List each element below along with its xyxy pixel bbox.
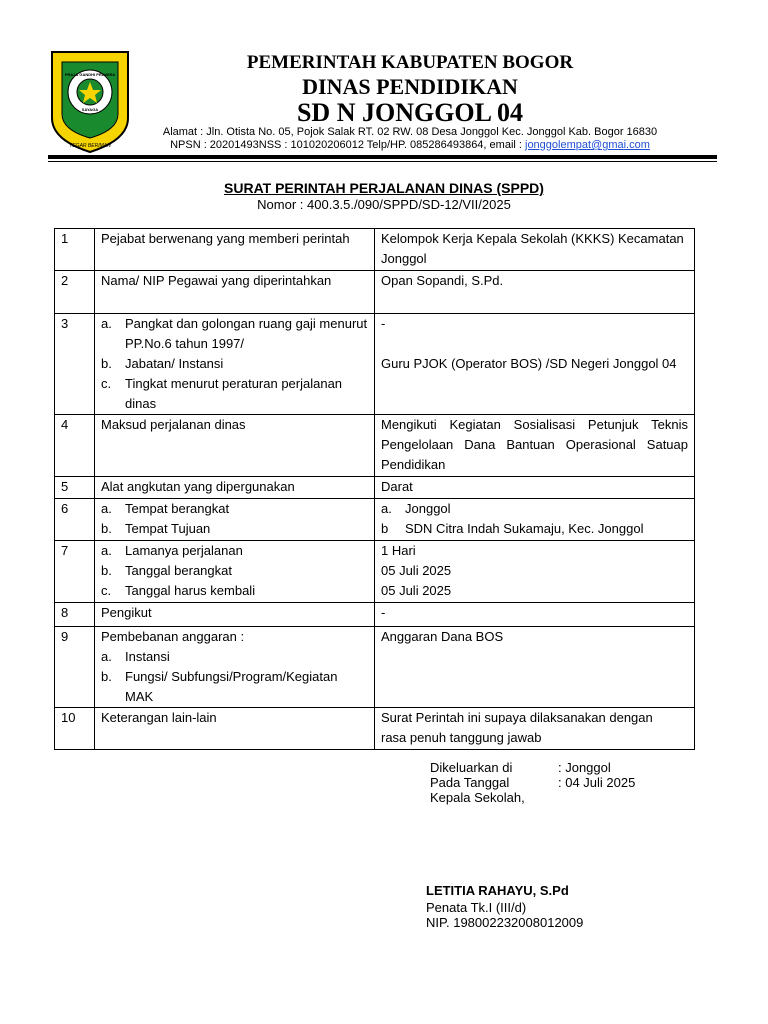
header-department: DINAS PENDIDIKAN: [302, 74, 518, 99]
table-row: [55, 627, 695, 708]
row-value: [375, 499, 695, 541]
list-item: a. Jonggol: [381, 501, 451, 516]
row-value: Opan Sopandi, S.Pd.: [375, 271, 695, 314]
list-item: b. Tanggal berangkat: [101, 563, 232, 578]
table-row: [55, 477, 695, 499]
header-rule-thick: [48, 155, 717, 159]
document-title: SURAT PERINTAH PERJALANAN DINAS (SPPD): [224, 180, 544, 196]
list-item: a. Instansi: [101, 649, 170, 664]
row-label: Pejabat berwenang yang memberi perintah: [95, 229, 375, 271]
row-value: Anggaran Dana BOS: [375, 627, 695, 708]
logo-text-top: PRAJA GANDHI PRAWIRA: [64, 72, 116, 77]
row-number: 10: [55, 708, 95, 750]
list-item: b. Jabatan/ Instansi: [101, 356, 224, 371]
date-value: : 04 Juli 2025: [558, 775, 636, 790]
row-number: 4: [55, 415, 95, 477]
kabupaten-bogor-logo: [48, 48, 132, 154]
signer-role: Kepala Sekolah,: [430, 790, 525, 805]
logo-text-mid: SAYAGA: [81, 107, 99, 112]
list-item: b. Tempat Tujuan: [101, 521, 211, 536]
document-number: Nomor : 400.3.5./090/SPPD/SD-12/VII/2025: [257, 197, 511, 212]
signature-block: [430, 760, 635, 805]
row-label: Keterangan lain-lain: [95, 708, 375, 750]
row-number: 8: [55, 603, 95, 627]
header-rule-thin: [48, 161, 717, 162]
signer-nip: NIP. 198002232008012009: [426, 915, 584, 930]
issued-value: : Jonggol: [558, 760, 611, 775]
header-government: PEMERINTAH KABUPATEN BOGOR: [246, 52, 574, 73]
row-label: Alat angkutan yang dipergunakan: [95, 477, 375, 499]
row-label: [95, 541, 375, 603]
list-item: c. Tanggal harus kembali: [101, 583, 256, 598]
row-value: Mengikuti Kegiatan Sosialisasi Petunjuk Teknis Pengelolaan Dana Bantuan Operasional Satuap Pendidikan: [375, 415, 695, 477]
list-item: a. Pangkat dan golongan ruang gaji menurut PP.No.6 tahun 1997/: [101, 316, 368, 351]
row-value: Surat Perintah ini supaya dilaksanakan dengan rasa penuh tanggung jawab: [375, 708, 695, 750]
list-item: c. Tingkat menurut peraturan perjalanan dinas: [101, 376, 343, 411]
table-row: [55, 314, 695, 415]
row-value: 1 Hari 05 Juli 2025 05 Juli 2025: [375, 541, 695, 603]
table-row: [55, 499, 695, 541]
row-label: Pembebanan anggaran : a. Instansi b. Fungsi/ Subfungsi/Program/Kegiatan MAK: [95, 627, 375, 708]
logo-text-bottom: TEGAR BERIMAN: [69, 143, 111, 149]
table-row: [55, 229, 695, 271]
sppd-table: [54, 228, 695, 750]
row-value: Kelompok Kerja Kepala Sekolah (KKKS) Kecamatan Jonggol: [375, 229, 695, 271]
signer-name: LETITIA RAHAYU, S.Pd: [426, 883, 569, 898]
row-label: [95, 499, 375, 541]
date-label: Pada Tanggal: [430, 775, 510, 790]
row-number: 6: [55, 499, 95, 541]
row-label: Maksud perjalanan dinas: [95, 415, 375, 477]
table-row: [55, 415, 695, 477]
row-value: Darat: [375, 477, 695, 499]
issued-label: Dikeluarkan di: [430, 760, 513, 775]
list-item: b SDN Citra Indah Sukamaju, Kec. Jonggol: [381, 521, 644, 536]
list-item: b. Fungsi/ Subfungsi/Program/Kegiatan MAK: [101, 669, 338, 704]
list-item: a. Tempat berangkat: [101, 501, 230, 516]
list-item: a. Lamanya perjalanan: [101, 543, 243, 558]
table-row: [55, 541, 695, 603]
row-value: -: [375, 603, 695, 627]
header-contact: [140, 139, 680, 152]
row-number: 5: [55, 477, 95, 499]
row-number: 9: [55, 627, 95, 708]
row-number: 2: [55, 271, 95, 314]
header-npsn: NPSN : 20201493NSS : 101020206012 Telp/HP. 085286493864, email :: [170, 139, 525, 151]
row-number: 1: [55, 229, 95, 271]
header-school-name: SD N JONGGOL 04: [296, 98, 524, 127]
row-number: 3: [55, 314, 95, 415]
row-label: Pengikut: [95, 603, 375, 627]
table-row: [55, 271, 695, 314]
row-label: Nama/ NIP Pegawai yang diperintahkan: [95, 271, 375, 314]
header-email-link[interactable]: jonggolempat@gmai.com: [525, 139, 650, 151]
table-row: [55, 708, 695, 750]
row-number: 7: [55, 541, 95, 603]
header-address: Alamat : Jln. Otista No. 05, Pojok Salak RT. 02 RW. 08 Desa Jonggol Kec. Jonggol Kab. Bogor 16830: [162, 126, 658, 138]
row-value: - Guru PJOK (Operator BOS) /SD Negeri Jonggol 04: [375, 314, 695, 415]
table-row: [55, 603, 695, 627]
signer-rank: Penata Tk.I (III/d): [426, 900, 527, 915]
row-label: [95, 314, 375, 415]
